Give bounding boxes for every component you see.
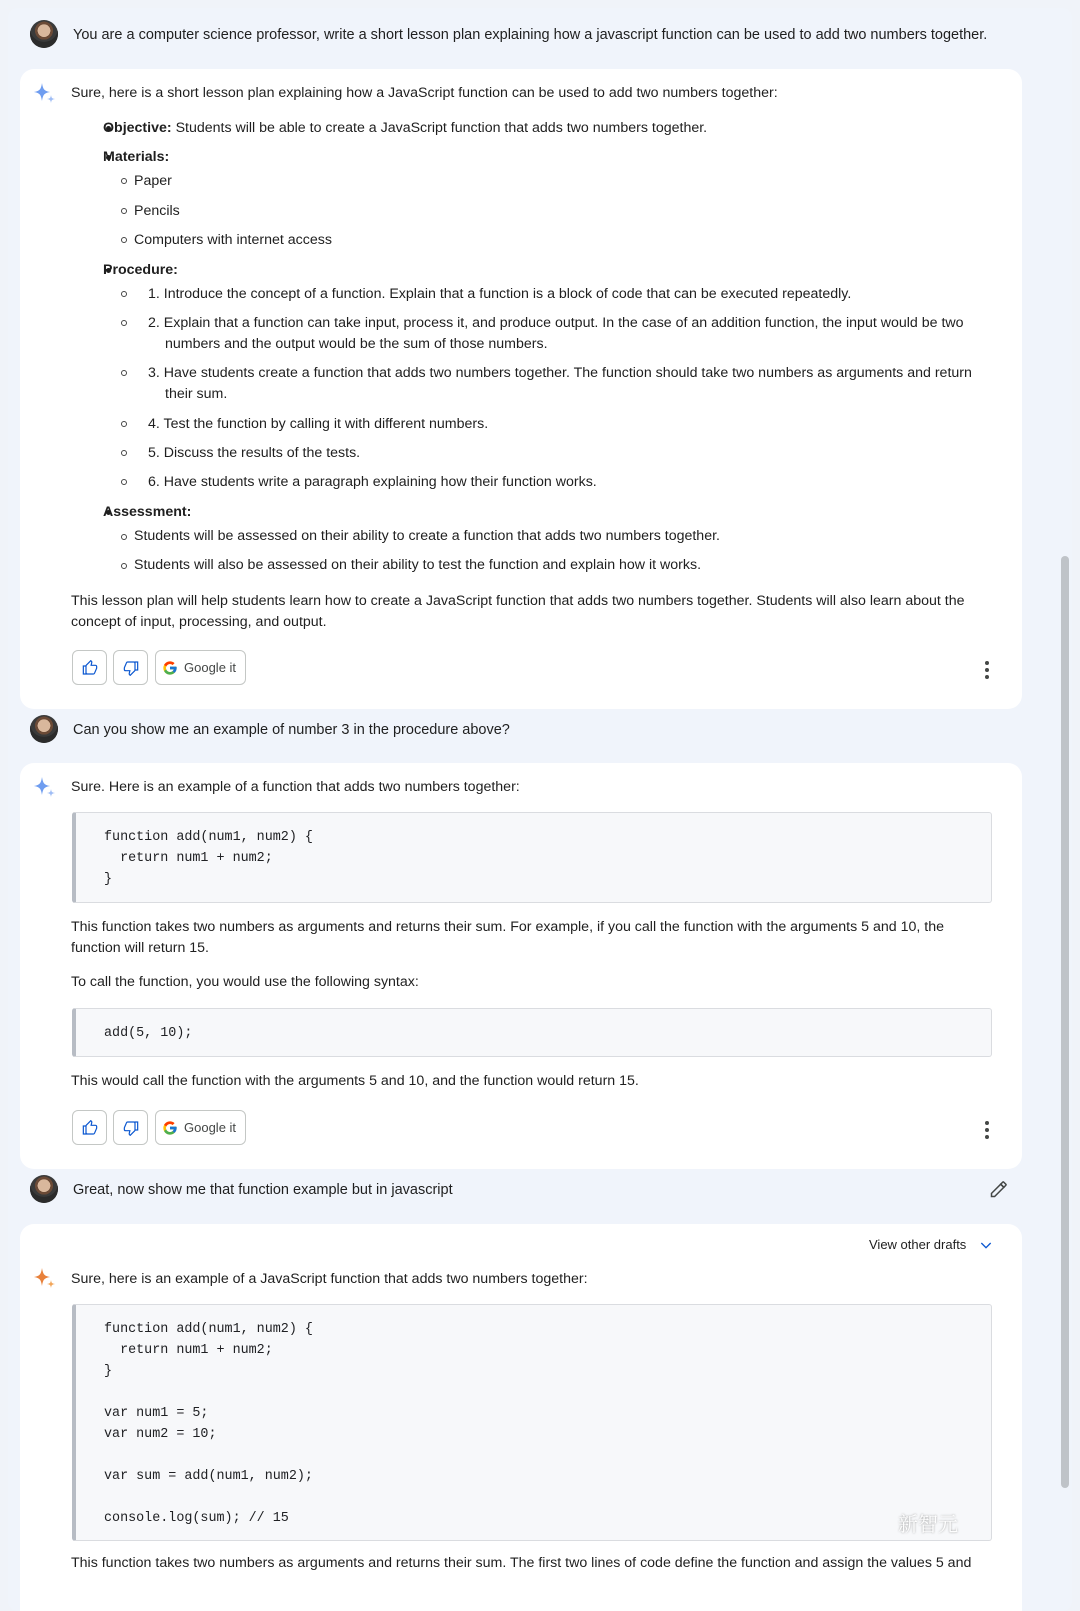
sub-bullet xyxy=(121,450,127,456)
more-options-button[interactable] xyxy=(984,1119,990,1141)
procedure-step-cont: numbers and the output would be the sum of those numbers. xyxy=(165,336,548,352)
reply-intro: Sure, here is a short lesson plan explaining how a JavaScript function can be used to add two numbers together: xyxy=(71,85,778,101)
user-prompt-1: You are a computer science professor, write a short lesson plan explaining how a javascript function can be used to add two numbers together. xyxy=(73,27,988,43)
thumbs-down-button[interactable] xyxy=(113,650,148,685)
syntax-paragraph: To call the function, you would use the following syntax: xyxy=(71,974,419,990)
thumbs-up-button[interactable] xyxy=(72,1110,107,1145)
thumbs-up-button[interactable] xyxy=(72,650,107,685)
explanation-paragraph: This function takes two numbers as arguments and returns their sum. For example, if you call the function with the arguments 5 and 10, the xyxy=(71,919,944,935)
sub-bullet xyxy=(121,563,127,569)
sparkle-icon xyxy=(32,81,58,107)
assessment-item: Students will be assessed on their ability to create a function that adds two numbers together. xyxy=(134,528,720,544)
thumbs-up-icon xyxy=(82,660,98,676)
procedure-step: 1. Introduce the concept of a function. Explain that a function is a block of code that can be executed repeatedly. xyxy=(148,286,852,302)
reply-intro: Sure, here is an example of a JavaScript function that adds two numbers together: xyxy=(71,1271,588,1287)
sub-bullet xyxy=(121,291,127,297)
procedure-label: Procedure: xyxy=(103,262,178,278)
closing-paragraph-cont: concept of input, processing, and output. xyxy=(71,614,327,630)
sparkle-icon xyxy=(32,775,58,801)
response-card-2 xyxy=(20,763,1022,1169)
code-block: function add(num1, num2) { return num1 + num2; } xyxy=(72,812,992,903)
objective-text: Students will be able to create a JavaScript function that adds two numbers together. xyxy=(175,120,708,136)
response-card-3 xyxy=(20,1224,1022,1611)
user-avatar xyxy=(30,20,58,48)
procedure-step: 6. Have students write a paragraph explaining how their function works. xyxy=(148,474,597,490)
material-item: Pencils xyxy=(134,203,180,219)
sub-bullet xyxy=(121,237,127,243)
code-block: function add(num1, num2) { return num1 + num2; } var num1 = 5; var num2 = 10; var sum = add(num1, num2); console.log(sum); // 15 xyxy=(72,1304,992,1541)
google-g-icon xyxy=(162,1120,178,1136)
sub-bullet xyxy=(121,208,127,214)
closing-paragraph: This lesson plan will help students learn how to create a JavaScript function that adds two numbers together. Students will also learn about the xyxy=(71,593,965,609)
sub-bullet xyxy=(121,320,127,326)
trailing-paragraph: This function takes two numbers as arguments and returns their sum. The first two lines of code define the function and assign the values 5 and xyxy=(71,1555,972,1571)
chevron-down-icon[interactable] xyxy=(978,1237,994,1253)
materials-label: Materials: xyxy=(103,149,170,165)
chat-window xyxy=(8,8,1072,1611)
sub-bullet xyxy=(121,479,127,485)
google-g-icon xyxy=(162,660,178,676)
user-avatar xyxy=(30,1175,58,1203)
objective-label: Objective: xyxy=(103,120,172,136)
procedure-step: 2. Explain that a function can take input, process it, and produce output. In the case of an addition function, the input would be two xyxy=(148,315,964,331)
reply-intro: Sure. Here is an example of a function that adds two numbers together: xyxy=(71,779,520,795)
response-card-1 xyxy=(20,69,1022,709)
user-avatar xyxy=(30,715,58,743)
result-paragraph: This would call the function with the arguments 5 and 10, and the function would return 15. xyxy=(71,1073,639,1089)
sub-bullet xyxy=(121,370,127,376)
material-item: Paper xyxy=(134,173,172,189)
thumbs-down-icon xyxy=(123,1120,139,1136)
user-prompt-3: Great, now show me that function example but in javascript xyxy=(73,1182,453,1198)
google-it-label: Google it xyxy=(184,660,237,675)
sub-bullet xyxy=(121,534,127,540)
user-prompt-2: Can you show me an example of number 3 in the procedure above? xyxy=(73,722,510,738)
code-block: add(5, 10); xyxy=(72,1008,992,1057)
assessment-label: Assessment: xyxy=(103,504,192,520)
sparkle-icon xyxy=(32,1266,58,1292)
watermark: 新智元 xyxy=(898,1514,958,1536)
scrollbar[interactable] xyxy=(1061,556,1069,1488)
google-it-label: Google it xyxy=(184,1120,237,1135)
thumbs-up-icon xyxy=(82,1120,98,1136)
view-other-drafts[interactable]: View other drafts xyxy=(869,1237,967,1252)
sub-bullet xyxy=(121,178,127,184)
google-it-button[interactable] xyxy=(155,650,246,685)
objective-line xyxy=(103,118,707,139)
thumbs-down-button[interactable] xyxy=(113,1110,148,1145)
thumbs-down-icon xyxy=(123,660,139,676)
google-it-button[interactable] xyxy=(155,1110,246,1145)
sub-bullet xyxy=(121,421,127,427)
edit-pencil-icon[interactable] xyxy=(989,1179,1009,1199)
procedure-step: 3. Have students create a function that adds two numbers together. The function should take two numbers as arguments and return xyxy=(148,365,972,381)
procedure-step: 4. Test the function by calling it with different numbers. xyxy=(148,416,489,432)
procedure-step: 5. Discuss the results of the tests. xyxy=(148,445,361,461)
more-options-button[interactable] xyxy=(984,659,990,681)
explanation-paragraph-cont: function will return 15. xyxy=(71,940,210,956)
procedure-step-cont: their sum. xyxy=(165,386,228,402)
material-item: Computers with internet access xyxy=(134,232,332,248)
assessment-item: Students will also be assessed on their ability to test the function and explain how it works. xyxy=(134,557,702,573)
